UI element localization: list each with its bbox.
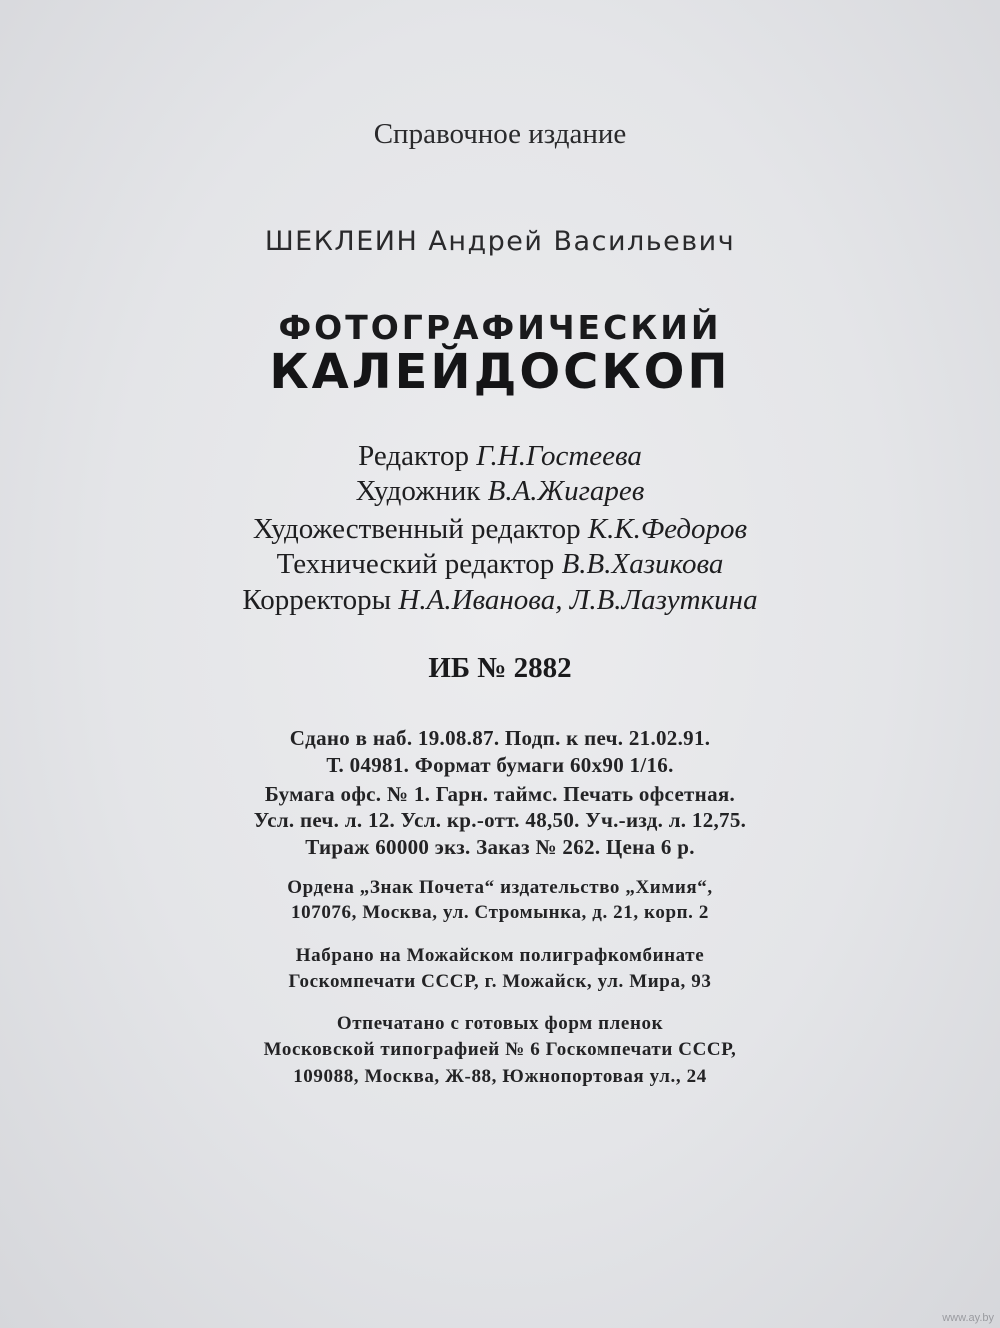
credit-art-editor [0,513,1000,546]
credit-editor [0,440,1000,473]
book-title-line-1: ФОТОГРАФИЧЕСКИЙ [278,308,722,347]
credit-role: Технический редактор [276,548,555,580]
credit-person: К.К.Федоров [587,513,748,545]
credit-technical-editor [0,548,1000,581]
credit-artist [0,475,1000,508]
watermark: www.ay.by [942,1312,994,1324]
imprint-line: Усл. печ. л. 12. Усл. кр.-отт. 48,50. Уч.-изд. л. 12,75. [253,808,747,832]
credit-role: Художественный редактор [252,513,581,545]
credit-person: В.А.Жигарев [487,475,645,507]
credit-role: Редактор [358,440,469,472]
imprint-line: Сдано в наб. 19.08.87. Подп. к печ. 21.02.91. [289,726,711,750]
credit-person: В.В.Хазикова [561,548,724,580]
imprint-line: Бумага офс. № 1. Гарн. таймс. Печать офсетная. [264,782,736,806]
publisher-line: 107076, Москва, ул. Стромынка, д. 21, корп. 2 [291,902,709,923]
credit-person: Н.А.Иванова, Л.В.Лазуткина [398,584,758,616]
imprint-line: Т. 04981. Формат бумаги 60x90 1/16. [326,753,674,777]
publisher-line: Ордена „Знак Почета“ издательство „Химия“, [287,877,713,898]
printed-line: Московской типографией № 6 Госкомпечати СССР, [263,1039,737,1060]
typeset-line: Набрано на Можайском полиграфкомбинате [295,945,705,966]
typeset-line: Госкомпечати СССР, г. Можайск, ул. Мира, 93 [288,971,712,992]
credit-person: Г.Н.Гостеева [476,440,642,472]
ib-number: ИБ № 2882 [428,652,572,684]
credit-proofreaders [0,584,1000,617]
credit-role: Художник [355,475,481,507]
edition-type: Справочное издание [373,118,627,150]
book-title-line-2: КАЛЕЙДОСКОП [269,344,731,400]
printed-line: Отпечатано с готовых форм пленок [336,1013,664,1034]
author-name: ШЕКЛЕИН Андрей Васильевич [264,226,736,257]
imprint-line: Тираж 60000 экз. Заказ № 262. Цена 6 р. [305,835,695,859]
printed-line: 109088, Москва, Ж-88, Южнопортовая ул., 24 [293,1066,707,1087]
credit-role: Корректоры [242,584,392,616]
